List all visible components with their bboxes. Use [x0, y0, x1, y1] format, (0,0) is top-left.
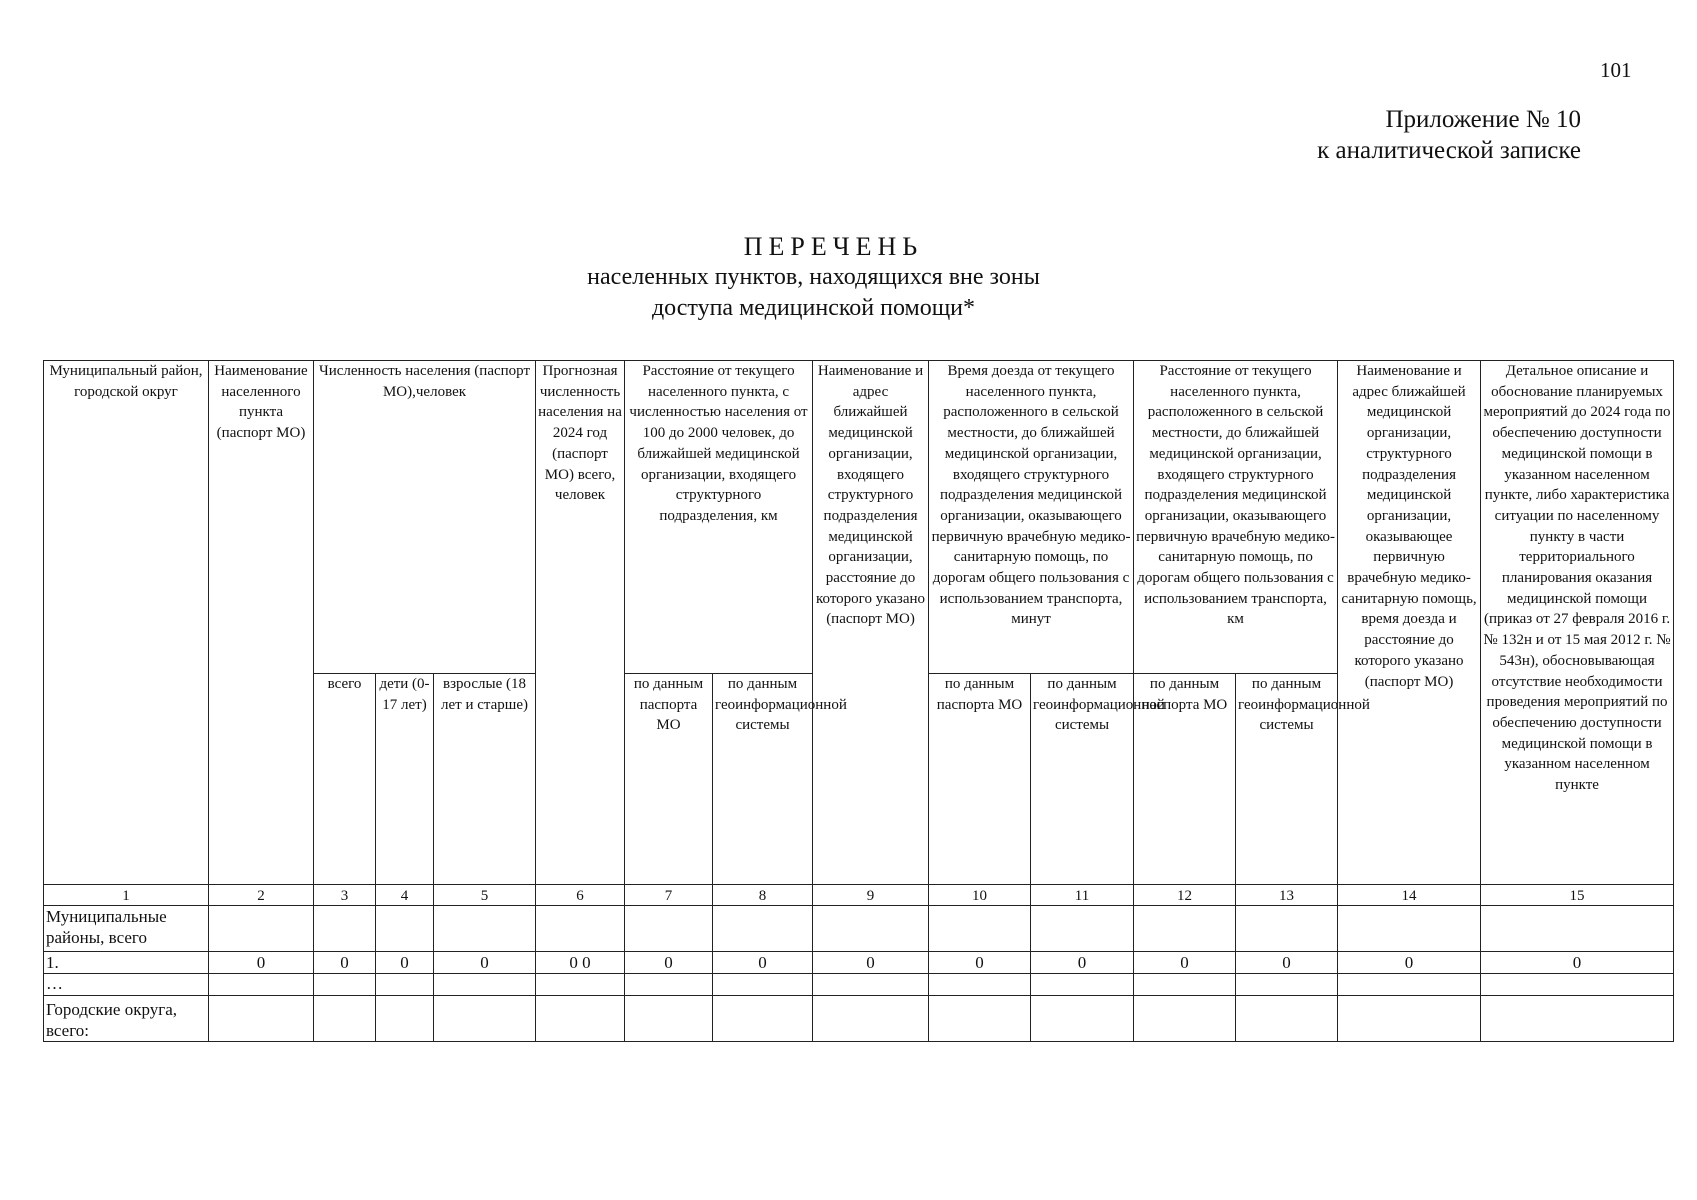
header-population-adults: взрослые (18 лет и старше) [434, 674, 536, 885]
table-cell [536, 996, 625, 1042]
table-cell: 0 [1481, 952, 1674, 974]
appendix-line2: к аналитической записке [1317, 137, 1581, 164]
table-cell [314, 996, 376, 1042]
table-cell [813, 906, 929, 952]
column-number: 6 [536, 885, 625, 906]
table-cell: 0 [1134, 952, 1236, 974]
table-cell: 0 [1338, 952, 1481, 974]
table-cell [209, 906, 314, 952]
header-row-top [44, 361, 1674, 674]
header-time-passport: по данным паспорта МО [929, 674, 1031, 885]
table-cell [929, 974, 1031, 996]
table-cell [1236, 996, 1338, 1042]
column-number: 13 [1236, 885, 1338, 906]
table-cell: 0 [314, 952, 376, 974]
table-cell [314, 974, 376, 996]
table-cell [1481, 996, 1674, 1042]
table-cell [625, 974, 713, 996]
table-cell: 0 [376, 952, 434, 974]
settlements-table [43, 360, 1674, 1042]
table-cell [1031, 974, 1134, 996]
table-cell [713, 974, 813, 996]
header-travel-time-group: Время доезда от текущего населенного пункта, расположенного в сельской местности, до ближайшей медицинской организации, входящего структурного подразделения медицинской организации, оказывающего первичную врачебную медико-санитарную помощь, по дорогам общего пользования с использованием транспорта, минут [929, 361, 1134, 674]
table-cell: 0 [713, 952, 813, 974]
table-cell [1338, 996, 1481, 1042]
title-main: ПЕРЕЧЕНЬ [743, 232, 924, 261]
column-number: 1 [44, 885, 209, 906]
table-cell [813, 996, 929, 1042]
row-label: Муниципальные районы, всего [44, 906, 209, 952]
table-cell [1481, 974, 1674, 996]
header-time-gis: по данным геоинформационной системы [1031, 674, 1134, 885]
table-cell: 0 [813, 952, 929, 974]
column-number: 8 [713, 885, 813, 906]
column-number: 15 [1481, 885, 1674, 906]
table-row-municipal-total [44, 906, 1674, 952]
column-number: 5 [434, 885, 536, 906]
table-cell [536, 974, 625, 996]
table-cell [434, 906, 536, 952]
row-label: … [44, 974, 209, 996]
table-cell [209, 996, 314, 1042]
header-rural-distance-gis: по данным геоинформационной системы [1236, 674, 1338, 885]
table-cell [1481, 906, 1674, 952]
table-cell [1134, 906, 1236, 952]
table-row [44, 952, 1674, 974]
column-number: 3 [314, 885, 376, 906]
table-cell [376, 996, 434, 1042]
title-subtitle-line1: населенных пунктов, находящихся вне зоны [587, 264, 1040, 290]
table-cell [376, 906, 434, 952]
header-settlement-name: Наименование населенного пункта (паспорт МО) [209, 361, 314, 885]
table-cell [625, 906, 713, 952]
table-cell [209, 974, 314, 996]
table-cell [1031, 996, 1134, 1042]
column-number: 11 [1031, 885, 1134, 906]
document-title [0, 232, 1697, 324]
column-number: 4 [376, 885, 434, 906]
table-cell: 0 [209, 952, 314, 974]
row-label: Городские округа, всего: [44, 996, 209, 1042]
table-cell: 0 [1031, 952, 1134, 974]
header-population-children: дети (0-17 лет) [376, 674, 434, 885]
header-population-group: Численность населения (паспорт МО),человек [314, 361, 536, 674]
page-number: 101 [1600, 58, 1632, 82]
table-cell: 0 [929, 952, 1031, 974]
table-cell [713, 996, 813, 1042]
table-cell [713, 906, 813, 952]
header-rural-distance-group: Расстояние от текущего населенного пункта, расположенного в сельской местности, до ближайшей медицинской организации, входящего структурного подразделения медицинской организации, оказывающего первичную врачебную медико-санитарную помощь, по дорогам общего пользования с использованием транспорта, км [1134, 361, 1338, 674]
table-cell [625, 996, 713, 1042]
column-number: 7 [625, 885, 713, 906]
header-distance-passport: по данным паспорта МО [625, 674, 713, 885]
table-cell [1236, 906, 1338, 952]
appendix-line1: Приложение № 10 [1385, 106, 1581, 133]
table-row-urban-total [44, 996, 1674, 1042]
table-cell [929, 996, 1031, 1042]
table-cell [1134, 974, 1236, 996]
table-cell [1338, 906, 1481, 952]
appendix-caption [1161, 104, 1581, 166]
table-row-ellipsis [44, 974, 1674, 996]
header-primary-care-organization: Наименование и адрес ближайшей медицинской организации, структурного подразделения медицинской организации, оказывающее первичную врачебную медико-санитарную помощь, время доезда и расстояние до которого указано (паспорт МО) [1338, 361, 1481, 885]
column-number-row [44, 885, 1674, 906]
table-cell: 0 [1236, 952, 1338, 974]
table-cell [434, 974, 536, 996]
column-number: 12 [1134, 885, 1236, 906]
table-cell [1134, 996, 1236, 1042]
header-rural-distance-passport: по данным паспорта МО [1134, 674, 1236, 885]
header-population-total: всего [314, 674, 376, 885]
title-subtitle-line2: доступа медицинской помощи* [651, 295, 976, 321]
column-number: 14 [1338, 885, 1481, 906]
table-cell: 0 0 [536, 952, 625, 974]
table-cell [434, 996, 536, 1042]
table-cell [1338, 974, 1481, 996]
table-cell: 0 [434, 952, 536, 974]
table-cell [1236, 974, 1338, 996]
column-number: 2 [209, 885, 314, 906]
header-measures-description: Детальное описание и обоснование планируемых мероприятий до 2024 года по обеспечению доступности медицинской помощи в указанном населенном пункте, либо характеристика ситуации по населенному пункту в части территориального планирования оказания медицинской помощи (приказ от 27 февраля 2016 г. № 132н и от 15 мая 2012 г. № 543н), обосновывающая отсутствие необходимости проведения мероприятий по обеспечению доступности медицинской помощи в указанном населенном пункте [1481, 361, 1674, 885]
header-forecast-population: Прогнозная численность населения на 2024 год (паспорт МО) всего, человек [536, 361, 625, 885]
row-label: 1. [44, 952, 209, 974]
table-cell [536, 906, 625, 952]
table-cell [314, 906, 376, 952]
column-number: 9 [813, 885, 929, 906]
header-nearest-organization: Наименование и адрес ближайшей медицинской организации, входящего структурного подразделения медицинской организации, расстояние до которого указано (паспорт МО) [813, 361, 929, 885]
table-cell: 0 [625, 952, 713, 974]
header-municipal-district: Муниципальный район, городской округ [44, 361, 209, 885]
header-distance-group: Расстояние от текущего населенного пункта, с численностью населения от 100 до 2000 человек, до ближайшей медицинской организации, входящего структурного подразделения, км [625, 361, 813, 674]
table-cell [813, 974, 929, 996]
header-distance-gis: по данным геоинформационной системы [713, 674, 813, 885]
table-cell [376, 974, 434, 996]
table-cell [1031, 906, 1134, 952]
column-number: 10 [929, 885, 1031, 906]
table-cell [929, 906, 1031, 952]
